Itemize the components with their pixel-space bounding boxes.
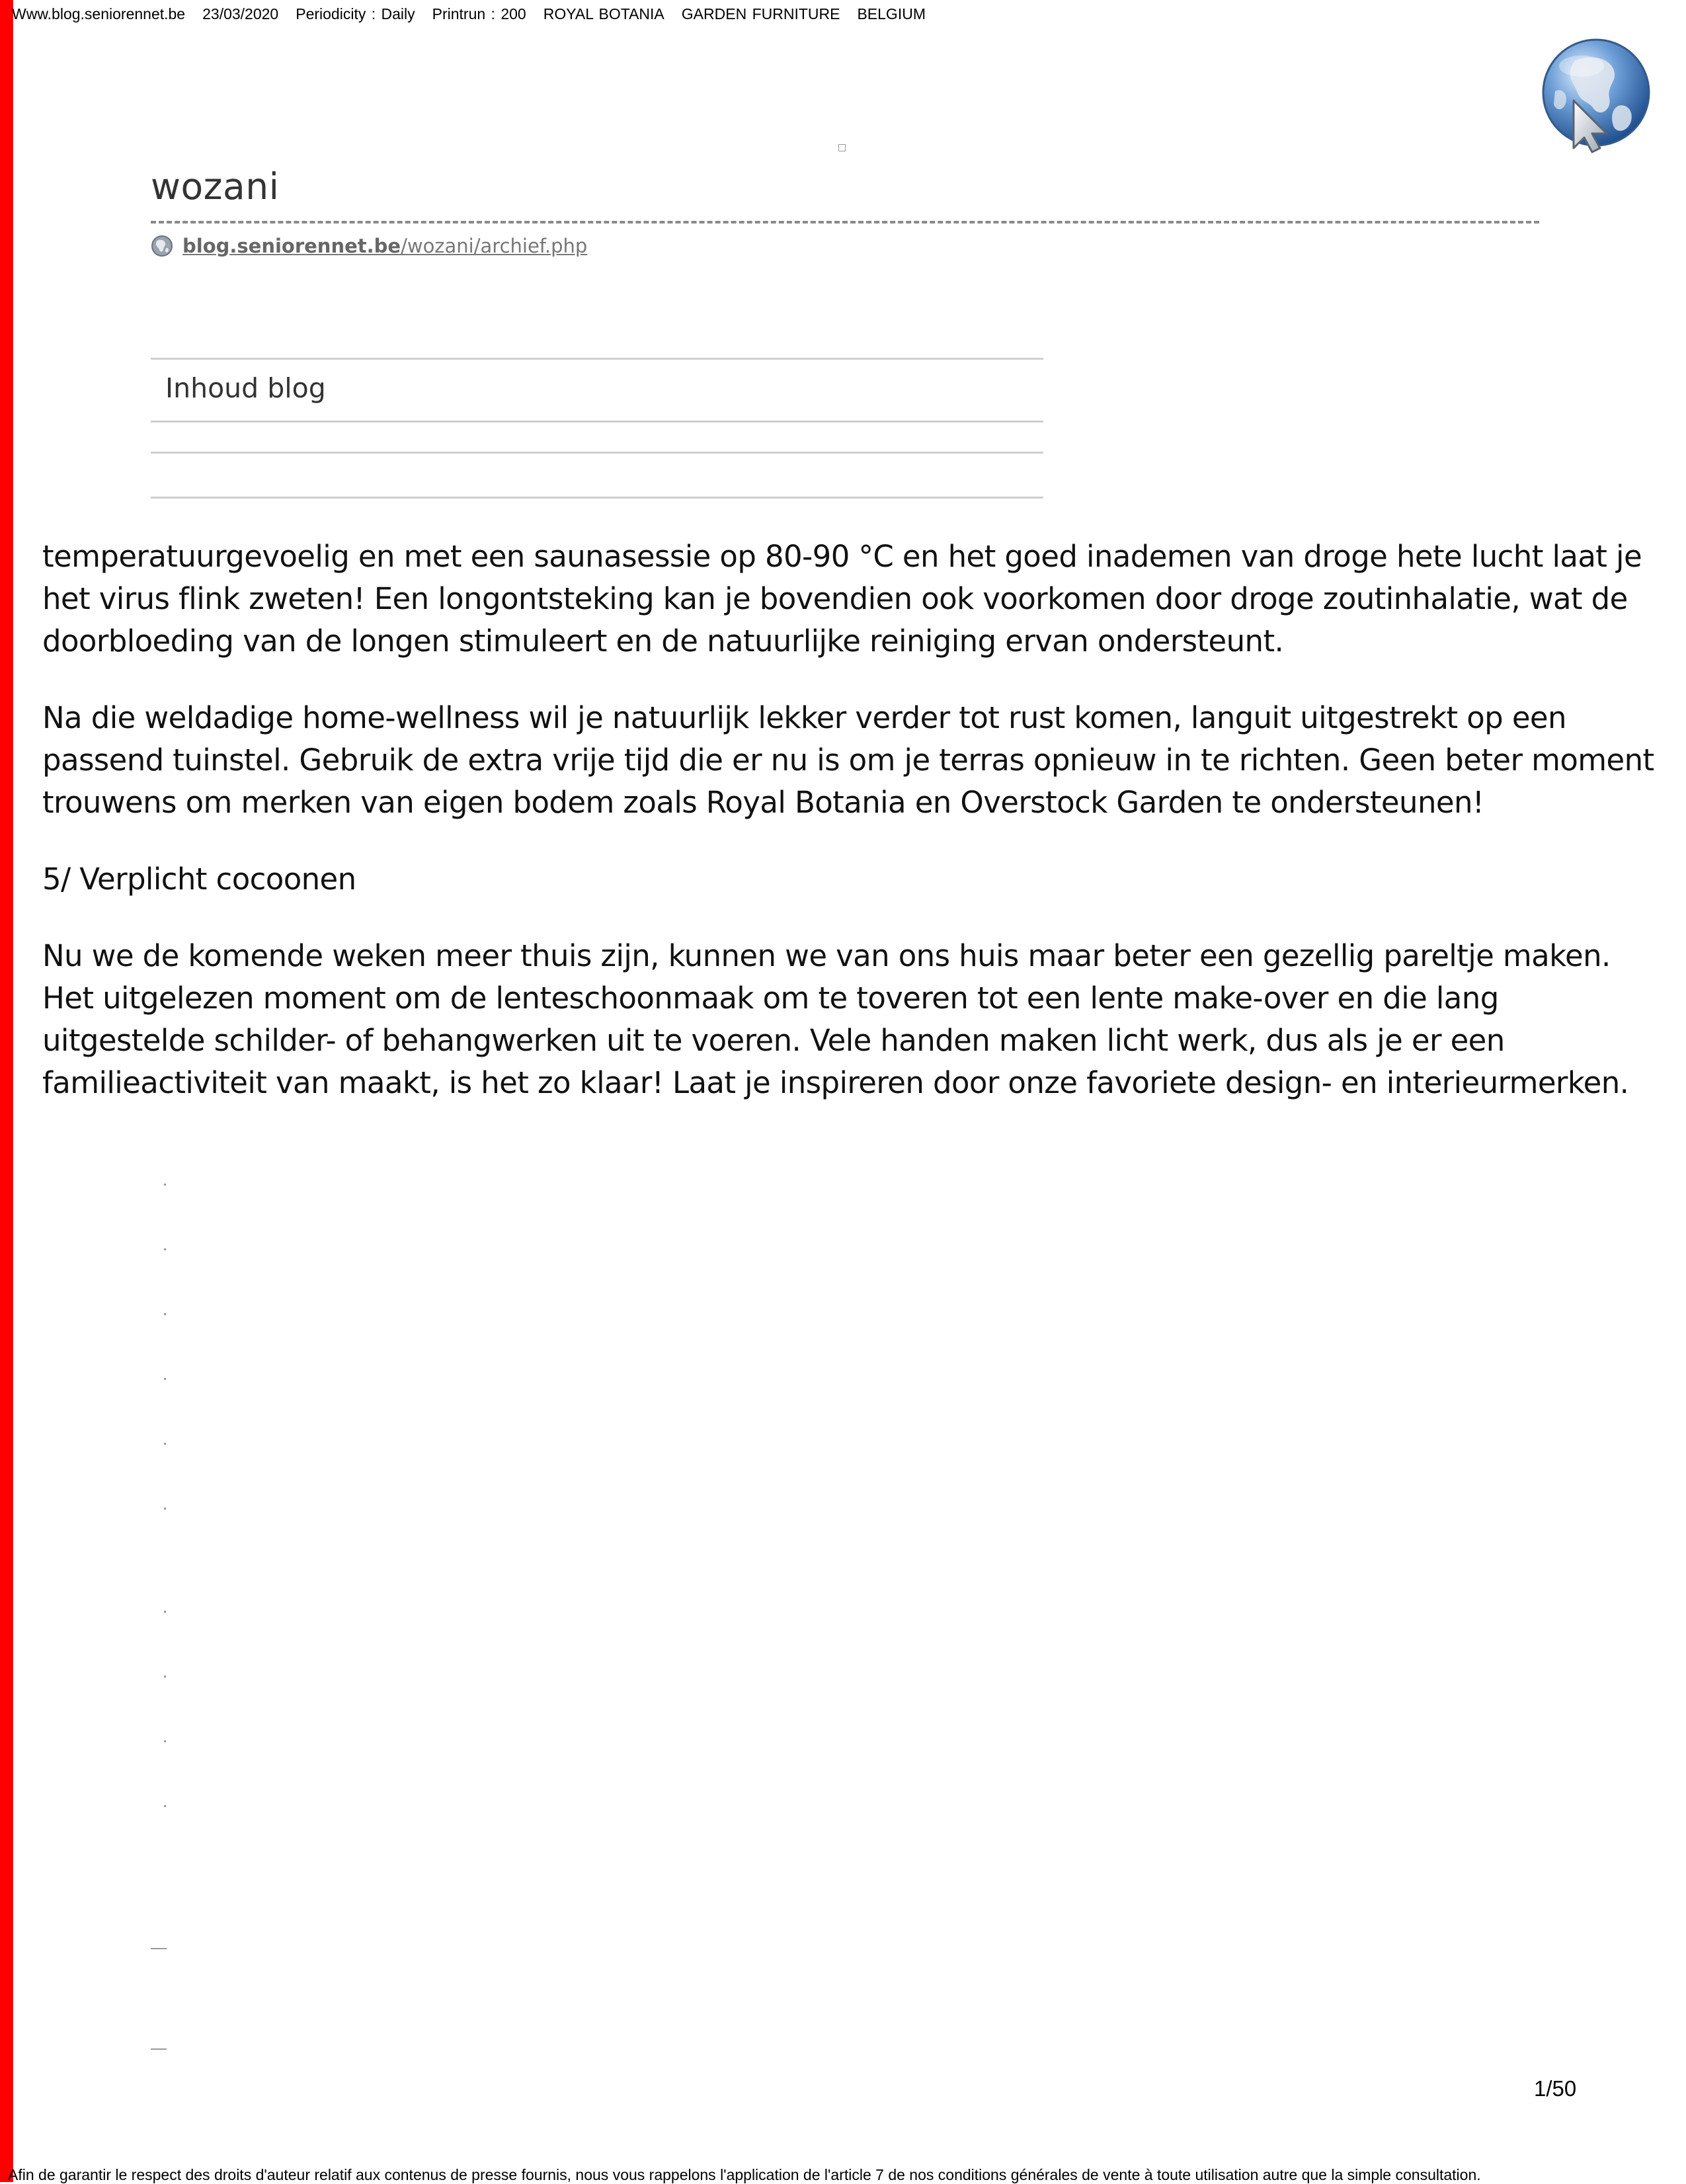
- dot-marker: [164, 1443, 166, 1445]
- dot-marker: [164, 1805, 166, 1807]
- press-header: [12, 5, 943, 23]
- dot-marker: [164, 1611, 166, 1613]
- sidebar-heading: Inhoud blog: [165, 372, 326, 404]
- article-body: [42, 536, 1656, 1104]
- press-brand: ROYAL BOTANIA: [543, 5, 664, 22]
- sidebar-top-rule: [151, 358, 1043, 360]
- blog-url-path: /wozani/archief.php: [401, 235, 588, 257]
- dot-marker: [164, 1508, 166, 1510]
- sidebar-rule: [151, 421, 1043, 423]
- placeholder-square: [838, 144, 846, 151]
- dot-marker: [164, 1378, 166, 1380]
- article-subheading: 5/ Verplicht cocoonen: [42, 862, 356, 897]
- copyright-notice: Afin de garantir le respect des droits d'auteur relatif aux contenus de presse fournis, nous vous rappelons l'application de l'article 7 de nos conditions générales de vente à toute utilisation autre que la simple consultation.: [8, 2166, 1481, 2183]
- article-paragraph: temperatuurgevoelig en met een saunasessie op 80-90 °C en het goed inademen van droge hete lucht laat je het virus flink zweten! Een longontsteking kan je bovendien ook voorkomen door droge zoutinhalatie, wat de doorbloeding van de longen stimuleert en de natuurlijke reiniging ervan ondersteunt.: [42, 539, 1642, 659]
- press-periodicity: Periodicity : Daily: [296, 5, 415, 22]
- blog-title: wozani: [151, 165, 280, 208]
- dot-marker: [164, 1248, 166, 1250]
- sidebar-rule: [151, 452, 1043, 454]
- dash-marker: [151, 2048, 167, 2050]
- article-paragraph: Nu we de komende weken meer thuis zijn, kunnen we van ons huis maar beter een gezellig pareltje maken. Het uitgelezen moment om de lenteschoonmaak om te toveren tot een lente make-over en die lang uitgestelde schilder- of behangwerken uit te voeren. Vele handen maken licht werk, dus als je er een familieactiviteit van maakt, is het zo klaar! Laat je inspireren door onze favoriete design- en interieurmerken.: [42, 938, 1629, 1100]
- press-country: BELGIUM: [857, 5, 926, 22]
- sidebar-rule: [151, 497, 1043, 499]
- dot-marker: [164, 1184, 166, 1186]
- title-divider: [151, 221, 1539, 223]
- dot-marker: [164, 1740, 166, 1742]
- press-date: 23/03/2020: [202, 5, 279, 22]
- left-margin-bar: [0, 0, 13, 2182]
- blog-url-domain: blog.seniorennet.be: [182, 235, 401, 257]
- article-paragraph: Na die weldadige home-wellness wil je natuurlijk lekker verder tot rust komen, languit uitgestrekt op een passend tuinstel. Gebruik de extra vrije tijd die er nu is om je terras opnieuw in te richten. Geen beter moment trouwens om merken van eigen bodem zoals Royal Botania en Overstock Garden te ondersteunen!: [42, 700, 1654, 820]
- press-site: Www.blog.seniorennet.be: [12, 5, 186, 22]
- press-category: GARDEN FURNITURE: [681, 5, 840, 22]
- press-printrun: Printrun : 200: [432, 5, 526, 22]
- blog-url-link[interactable]: [182, 235, 587, 257]
- dot-marker: [164, 1313, 166, 1315]
- blog-url[interactable]: [151, 233, 587, 259]
- dash-marker: [151, 1948, 167, 1949]
- globe-cursor-icon: [1535, 34, 1654, 153]
- page-number: 1/50: [1534, 2076, 1577, 2101]
- dot-marker: [164, 1676, 166, 1678]
- globe-icon: [151, 235, 173, 257]
